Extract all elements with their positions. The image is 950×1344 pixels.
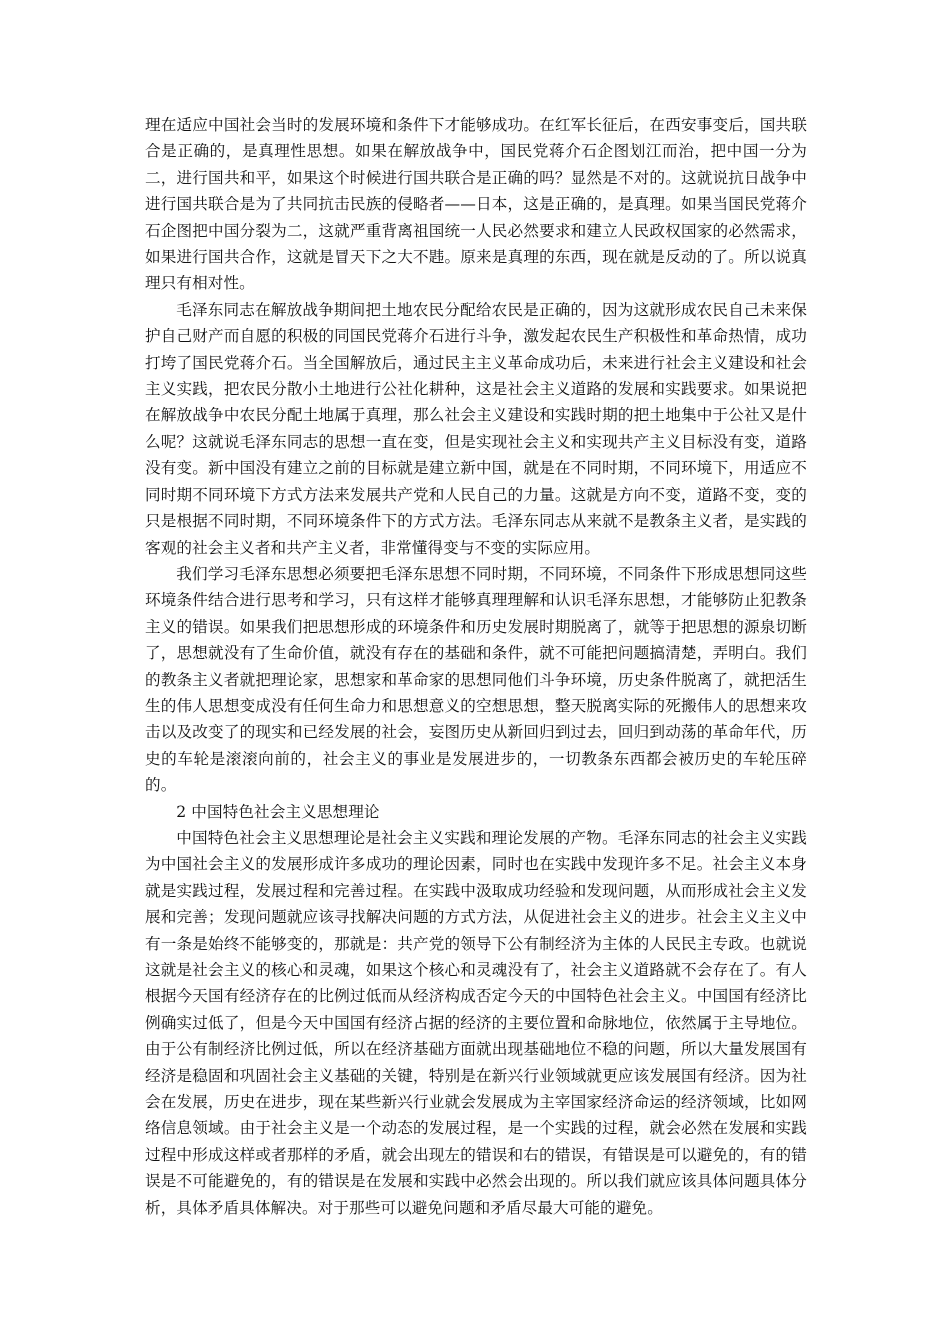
- paragraph-continued: 理在适应中国社会当时的发展环境和条件下才能够成功。在红军长征后，在西安事变后，国共联合是正确的，是真理性思想。如果在解放战争中，国民党蒋介石企图划江而治，把中国一分为二，进行国共和平，如果这个时候进行国共联合是正确的吗？显然是不对的。这就说抗日战争中进行国共联合是为了共同抗击民族的侵略者——日本，这是正确的，是真理。如果当国民党蒋介石企图把中国分裂为二，这就严重背离祖国统一人民必然要求和建立人民政权国家的必然需求，如果进行国共合作，这就是冒天下之大不韪。原来是真理的东西，现在就是反动的了。所以说真理只有相对性。: [145, 116, 807, 293]
- section-heading: 2 中国特色社会主义思想理论: [176, 802, 380, 821]
- paragraph-land-reform: 毛泽东同志在解放战争期间把土地农民分配给农民是正确的，因为这就形成农民自己未来保护自己财产而自愿的积极的同国民党蒋介石进行斗争，激发起农民生产积极性和革命热情，成功打垮了国民党蒋介石。当全国解放后，通过民主主义革命成功后，未来进行社会主义建设和社会主义实践，把农民分散小土地进行公社化耕种，这是社会主义道路的发展和实践要求。如果说把在解放战争中农民分配土地属于真理，那么社会主义建设和实践时期的把土地集中于公社又是什么呢？这就说毛泽东同志的思想一直在变，但是实现社会主义和实现共产主义目标没有变，道路没有变。新中国没有建立之前的目标就是建立新中国，就是在不同时期，不同环境下，用适应不同时期不同环境下方式方法来发展共产党和人民自己的力量。这就是方向不变，道路不变，变的只是根据不同时期，不同环境条件下的方式方法。毛泽东同志从来就不是教条主义者，是实践的客观的社会主义者和共产主义者，非常懂得变与不变的实际应用。: [145, 300, 807, 557]
- paragraph-study-mao-thought: 我们学习毛泽东思想必须要把毛泽东思想不同时期，不同环境，不同条件下形成思想同这些环境条件结合进行思考和学习，只有这样才能够真理理解和认识毛泽东思想，才能够防止犯教条主义的错误。如果我们把思想形成的环境条件和历史发展时期脱离了，就等于把思想的源泉切断了，思想就没有了生命价值，就没有存在的基础和条件，就不可能把问题搞清楚，弄明白。我们的教条主义者就把理论家，思想家和革命家的思想同他们斗争环境，历史条件脱离了，就把活生生的伟人思想变成没有任何生命力和思想意义的空想思想，整天脱离实际的死搬伟人的思想来攻击以及改变了的现实和已经发展的社会，妄图历史从新回归到过去，回归到动荡的革命年代，历史的车轮是滚滚向前的，社会主义的事业是发展进步的，一切教条东西都会被历史的车轮压碎的。: [145, 564, 807, 795]
- paragraph-socialism-characteristics: 中国特色社会主义思想理论是社会主义实践和理论发展的产物。毛泽东同志的社会主义实践为中国社会主义的发展形成许多成功的理论因素，同时也在实践中发现许多不足。社会主义本身就是实践过程，发展过程和完善过程。在实践中汲取成功经验和发现问题，从而形成社会主义发展和完善；发现问题就应该寻找解决问题的方式方法，从促进社会主义的进步。社会主义主义中有一条是始终不能够变的，那就是：共产党的领导下公有制经济为主体的人民民主专政。也就说这就是社会主义的核心和灵魂，如果这个核心和灵魂没有了，社会主义道路就不会存在了。有人根据今天国有经济存在的比例过低而从经济构成否定今天的中国特色社会主义。中国国有经济比例确实过低了，但是今天中国国有经济占据的经济的主要位置和命脉地位，依然属于主导地位。由于公有制经济比例过低，所以在经济基础方面就出现基础地位不稳的问题，所以大量发展国有经济是稳固和巩固社会主义基础的关键，特别是在新兴行业领域就更应该发展国有经济。因为社会在发展，历史在进步，现在某些新兴行业就会发展成为主宰国家经济命运的经济领域，比如网络信息领域。由于社会主义是一个动态的发展过程，是一个实践的过程，就会必然在发展和实践过程中形成这样或者那样的矛盾，就会出现左的错误和右的错误，有错误是可以避免的，有的错误是不可能避免的，有的错误是在发展和实践中必然会出现的。所以我们就应该具体问题具体分析，具体矛盾具体解决。对于那些可以避免问题和矛盾尽最大可能的避免。: [145, 828, 807, 1217]
- document-page: [145, 112, 807, 1221]
